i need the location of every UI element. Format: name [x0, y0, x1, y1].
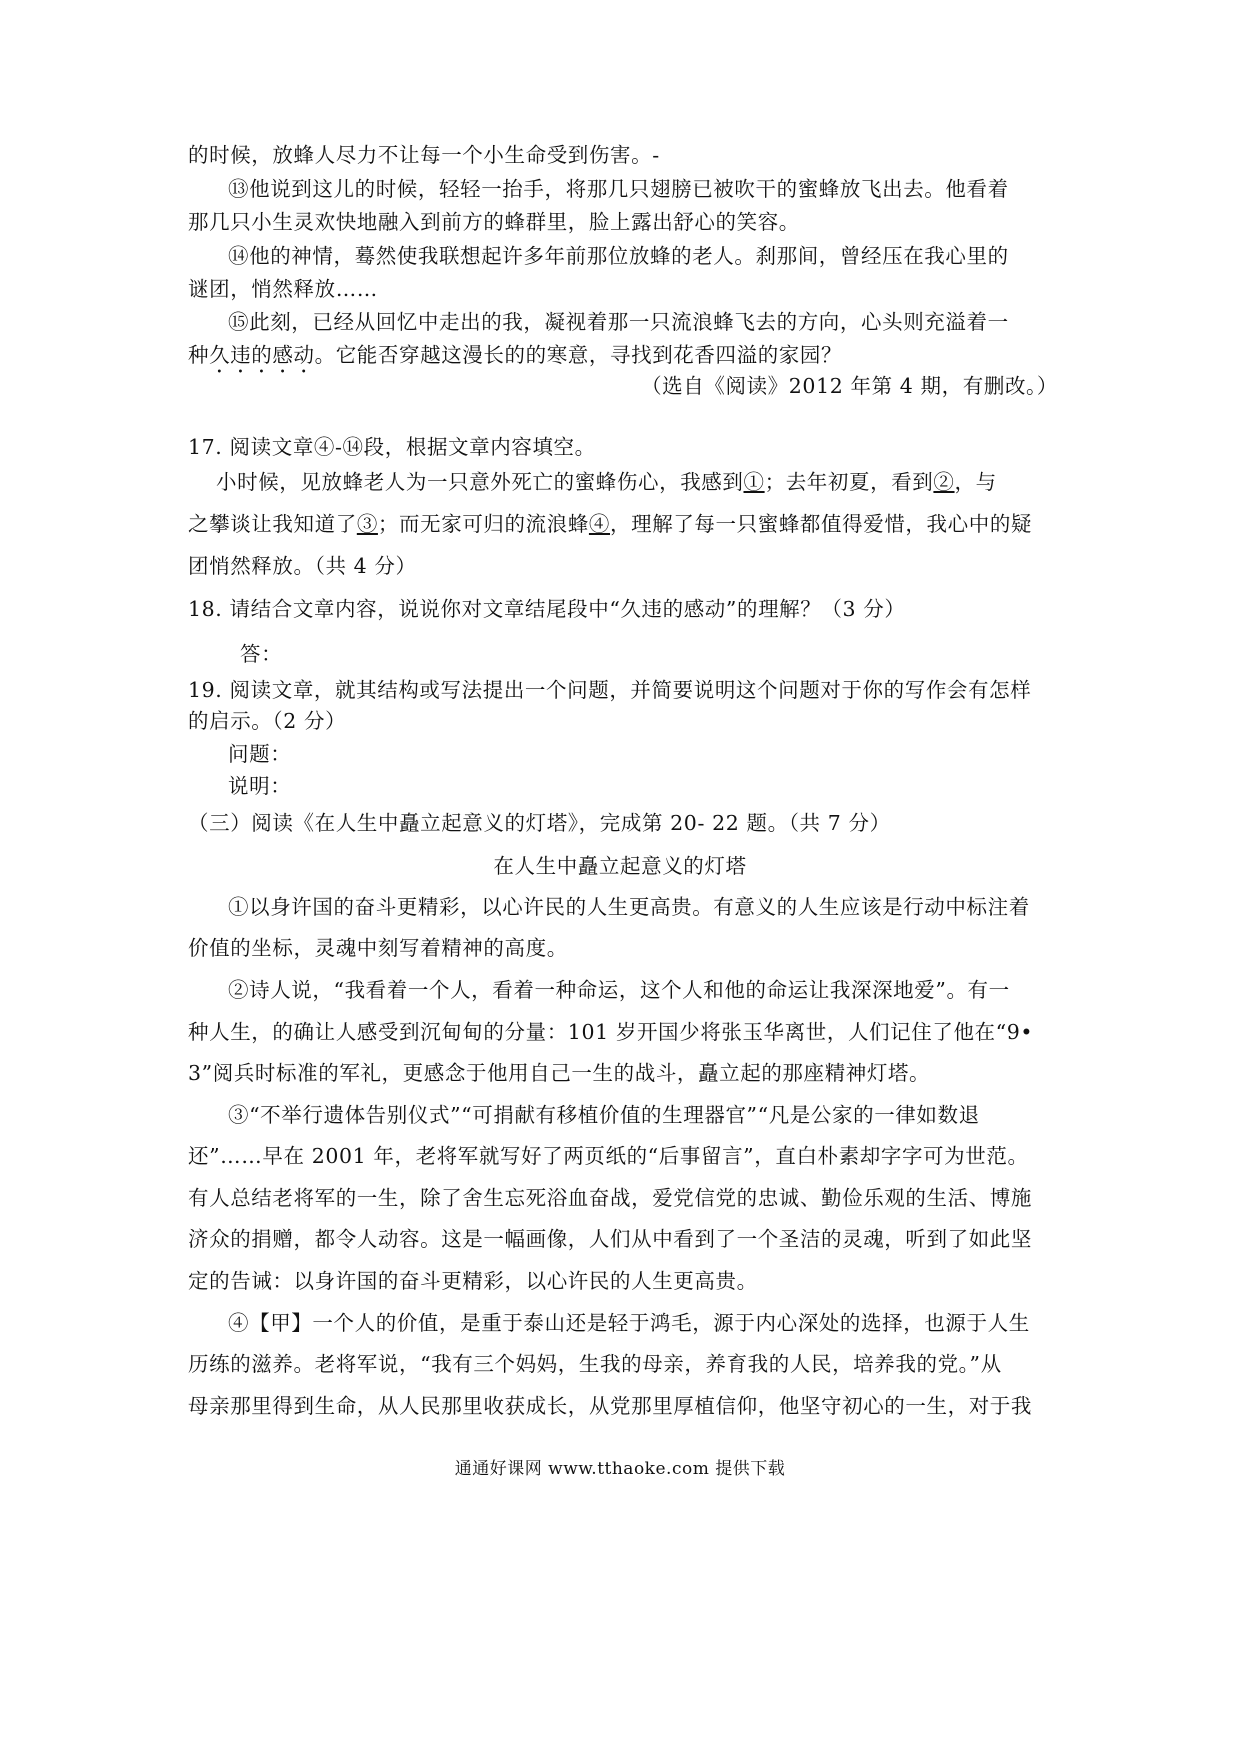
article-paragraph-4-line-3: 母亲那里得到生命，从人民那里收获成长，从党那里厚植信仰，他坚守初心的一生，对于我 [188, 1394, 1032, 1418]
question-17-line-2: 小时候，见放蜂老人为一只意外死亡的蜜蜂伤心，我感到①；去年初夏，看到②，与 [216, 470, 997, 494]
article-paragraph-1-line-2: 价值的坐标，灵魂中刻写着精神的高度。 [188, 936, 568, 960]
question-17-line-4: 团悄然释放。（共 4 分） [188, 554, 417, 578]
question-17-line-3: 之攀谈让我知道了③；而无家可归的流浪蜂④，理解了每一只蜜蜂都值得爱惜，我心中的疑 [188, 512, 1033, 536]
continuation-line: 的时候，放蜂人尽力不让每一个小生命受到伤害。- [188, 143, 660, 167]
blank-2: ② [933, 470, 955, 494]
question-17-prompt: 17. 阅读文章④-⑭段，根据文章内容填空。 [188, 435, 596, 459]
article-paragraph-3-line-3: 有人总结老将军的一生，除了舍生忘死浴血奋战，爱党信党的忠诚、勤俭乐观的生活、博施 [188, 1186, 1032, 1210]
paragraph-13-line-2: 那几只小生灵欢快地融入到前方的蜂群里，脸上露出舒心的笑容。 [188, 210, 800, 234]
question-19-prompt-line-1: 19. 阅读文章，就其结构或写法提出一个问题，并简要说明这个问题对于你的写作会有怎样 [188, 678, 1032, 702]
question-18-prompt: 18. 请结合文章内容，说说你对文章结尾段中“久违的感动”的理解？（3 分） [188, 597, 906, 621]
article-paragraph-4-line-2: 历练的滋养。老将军说，“我有三个妈妈，生我的母亲，养育我的人民，培养我的党。”从 [188, 1352, 1002, 1376]
article-title: 在人生中矗立起意义的灯塔 [493, 854, 747, 878]
paragraph-14-line-1: ⑭他的神情，蓦然使我联想起许多年前那位放蜂的老人。刹那间，曾经压在我心里的 [228, 244, 1009, 268]
article-paragraph-3-line-5: 定的告诫：以身许国的奋斗更精彩，以心许民的人生更高贵。 [188, 1269, 758, 1293]
article-paragraph-1-line-1: ①以身许国的奋斗更精彩，以心许民的人生更高贵。有意义的人生应该是行动中标注着 [228, 895, 1030, 919]
blank-1: ① [743, 470, 765, 494]
question-18-answer-label: 答： [240, 642, 283, 666]
question-19-explain-label: 说明： [228, 774, 292, 798]
article-paragraph-3-line-1: ③“不举行遗体告别仪式”“可捐献有移植价值的生理器官”“凡是公家的一律如数退 [228, 1103, 980, 1127]
blank-4: ④ [588, 512, 611, 536]
article-paragraph-2-line-3: 3”阅兵时标准的军礼，更感念于他用自己一生的战斗，矗立起的那座精神灯塔。 [188, 1061, 931, 1085]
paragraph-15-line-1: ⑮此刻，已经从回忆中走出的我，凝视着那一只流浪蜂飞去的方向，心头则充溢着一 [228, 310, 1009, 334]
source-citation: （选自《阅读》2012 年第 4 期，有删改。） [641, 374, 1058, 398]
emphasized-phrase: 久违的感动 [209, 343, 315, 367]
article-paragraph-2-line-1: ②诗人说，“我看着一个人，看着一种命运，这个人和他的命运让我深深地爱”。有一 [228, 978, 1010, 1002]
question-19-prompt-line-2: 的启示。（2 分） [188, 709, 347, 733]
article-paragraph-3-line-4: 济众的捐赠，都令人动容。这是一幅画像，人们从中看到了一个圣洁的灵魂，听到了如此坚 [188, 1227, 1032, 1251]
article-paragraph-3-line-2: 还”……早在 2001 年，老将军就写好了两页纸的“后事留言”，直白朴素却字字可为世范。 [188, 1144, 1029, 1168]
section-3-header: （三）阅读《在人生中矗立起意义的灯塔》，完成第 20- 22 题。（共 7 分） [188, 811, 891, 835]
page-footer: 通通好课网 www.tthaoke.com 提供下载 [454, 1459, 786, 1479]
paragraph-13-line-1: ⑬他说到这儿的时候，轻轻一抬手，将那几只翅膀已被吹干的蜜蜂放飞出去。他看着 [228, 177, 1009, 201]
question-19-question-label: 问题： [228, 742, 292, 766]
blank-3: ③ [356, 512, 378, 536]
paragraph-14-line-2: 谜团，悄然释放…… [188, 277, 378, 301]
article-paragraph-2-line-2: 种人生，的确让人感受到沉甸甸的分量：101 岁开国少将张玉华离世，人们记住了他在“9• [188, 1020, 1034, 1044]
paragraph-15-line-2: 种久违的感动。它能否穿越这漫长的的寒意，寻找到花香四溢的家园？ [188, 343, 843, 367]
article-paragraph-4-line-1: ④【甲】一个人的价值，是重于泰山还是轻于鸿毛，源于内心深处的选择，也源于人生 [228, 1311, 1030, 1335]
